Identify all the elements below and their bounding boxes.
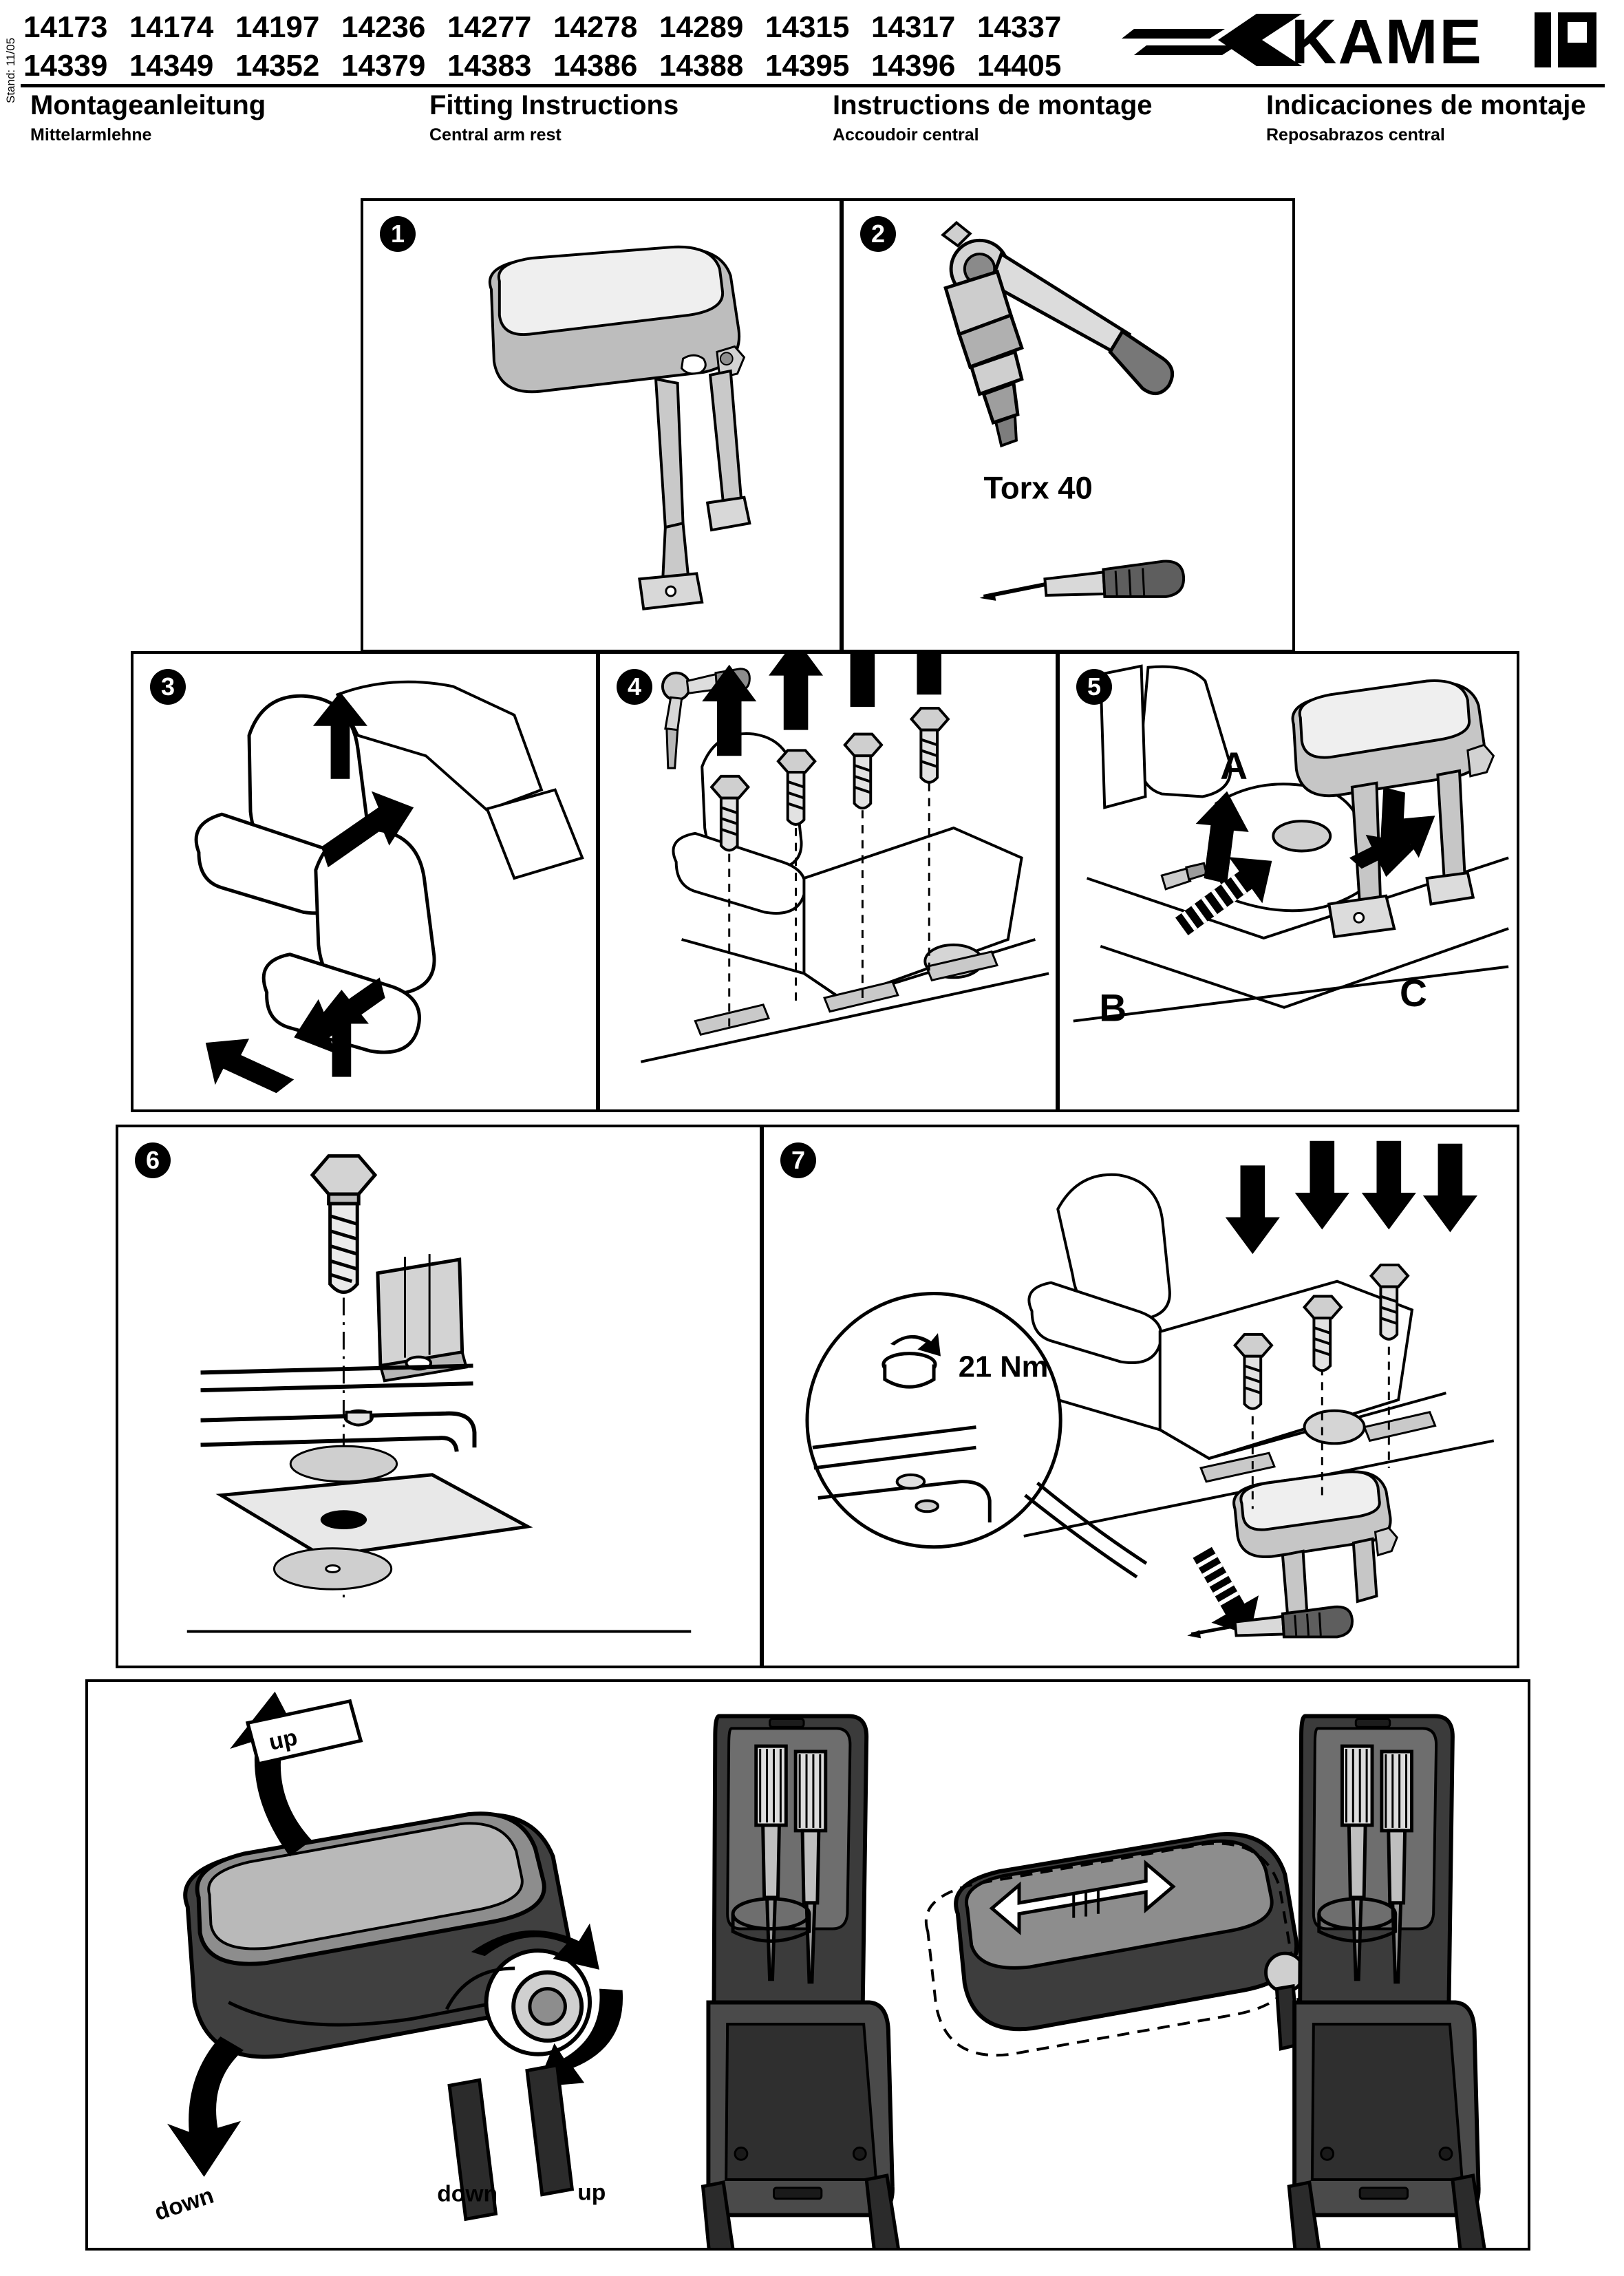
part-number: 14352 — [235, 49, 320, 83]
bolt-detail-illustration — [118, 1127, 760, 1666]
title-sub: Central arm rest — [429, 125, 562, 145]
part-number: 14174 — [129, 10, 214, 44]
part-number: 14386 — [553, 49, 638, 83]
part-number: 14337 — [977, 10, 1062, 44]
step-number-badge: 6 — [135, 1142, 171, 1178]
label-up-knob: up — [577, 2180, 606, 2206]
armrest-adjustment-illustration — [88, 1682, 1528, 2248]
callout-a: A — [1220, 744, 1248, 787]
step-panel-6 — [116, 1125, 762, 1668]
part-number-list — [23, 8, 1083, 85]
step-number-badge: 7 — [780, 1142, 816, 1178]
step-panel-7 — [761, 1125, 1519, 1668]
part-number: 14349 — [129, 49, 214, 83]
title-english — [429, 89, 679, 146]
title-sub: Reposabrazos central — [1266, 125, 1445, 145]
step-number-badge: 4 — [617, 669, 652, 705]
armrest-mounting-illustration — [1060, 654, 1517, 1109]
title-sub: Accoudoir central — [833, 125, 979, 145]
title-main: Fitting Instructions — [429, 90, 679, 120]
bolt-removal-illustration — [600, 654, 1056, 1109]
header-divider — [21, 84, 1605, 87]
step-number-badge: 2 — [860, 216, 896, 252]
part-number: 14197 — [235, 10, 320, 44]
title-main: Indicaciones de montaje — [1266, 90, 1586, 120]
part-number: 14388 — [659, 49, 744, 83]
title-french — [833, 89, 1153, 146]
part-number: 14278 — [553, 10, 638, 44]
title-main: Instructions de montage — [833, 90, 1153, 120]
revision-stamp: Stand: 11/05 — [4, 37, 17, 103]
step-panel-1 — [361, 198, 842, 652]
step-number-badge: 5 — [1076, 669, 1112, 705]
callout-c: C — [1400, 971, 1428, 1014]
part-number: 14405 — [977, 49, 1062, 83]
part-number: 14383 — [447, 49, 532, 83]
part-number-row-2 — [23, 47, 1083, 85]
part-number: 14289 — [659, 10, 744, 44]
adjustment-panel — [85, 1679, 1530, 2251]
seat-removal-illustration — [133, 654, 596, 1109]
step-panel-4 — [597, 651, 1058, 1112]
step-panel-2 — [841, 198, 1295, 652]
kamei-logo — [1122, 6, 1603, 74]
label-up-top: up — [266, 1725, 300, 1756]
title-bar — [21, 89, 1605, 151]
torque-value: 21 Nm — [958, 1350, 1049, 1384]
step-number-badge: 3 — [150, 669, 186, 705]
part-number: 14236 — [341, 10, 426, 44]
part-number: 14396 — [871, 49, 956, 83]
step-number-badge: 1 — [380, 216, 416, 252]
part-number: 14339 — [23, 49, 108, 83]
title-main: Montageanleitung — [30, 90, 266, 120]
armrest-assembly-illustration — [363, 201, 840, 650]
part-number: 14379 — [341, 49, 426, 83]
torque-illustration — [764, 1127, 1517, 1666]
part-number: 14277 — [447, 10, 532, 44]
part-number: 14317 — [871, 10, 956, 44]
part-number: 14315 — [765, 10, 850, 44]
svg-text:KAME: KAME — [1291, 7, 1483, 74]
label-down-left: down — [151, 2182, 217, 2226]
callout-b: B — [1099, 986, 1127, 1030]
title-german — [30, 89, 266, 146]
step-panel-3 — [131, 651, 599, 1112]
tools-illustration — [844, 201, 1292, 650]
part-number-row-1 — [23, 8, 1083, 47]
label-down-knob: down — [437, 2181, 498, 2207]
torx-label: Torx 40 — [983, 470, 1093, 506]
step-panel-5 — [1057, 651, 1519, 1112]
part-number: 14173 — [23, 10, 108, 44]
part-number: 14395 — [765, 49, 850, 83]
title-spanish — [1266, 89, 1586, 146]
title-sub: Mittelarmlehne — [30, 125, 152, 145]
